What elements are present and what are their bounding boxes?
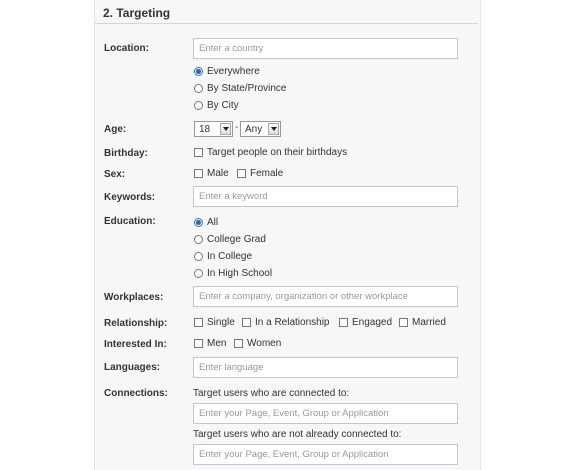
birthday-label: Birthday: [104,148,148,159]
workplaces-input[interactable] [193,286,458,307]
title-divider [95,23,478,24]
education-radio-all[interactable]: All [194,217,218,228]
age-max-select[interactable]: Any [240,121,281,137]
not-connected-to-note: Target users who are not already connected to: [193,429,402,440]
education-label: Education: [104,216,156,227]
radio-icon [194,84,203,93]
sex-checkbox-male[interactable]: Male [194,168,229,179]
checkbox-icon [194,148,203,157]
connections-label: Connections: [104,388,168,399]
sex-label: Sex: [104,169,126,180]
not-connected-to-input[interactable] [193,444,458,465]
location-radio-everywhere[interactable]: Everywhere [194,66,260,77]
relationship-checkbox-single[interactable]: Single [194,317,235,328]
location-radio-by-state[interactable]: By State/Province [194,83,286,94]
checkbox-icon [237,169,246,178]
chevron-down-icon [220,123,231,135]
checkbox-icon [242,318,251,327]
education-radio-in-high-school[interactable]: In High School [194,268,272,279]
checkbox-icon [339,318,348,327]
keywords-input[interactable] [193,186,458,207]
interested-in-checkbox-men[interactable]: Men [194,338,226,349]
interested-in-label: Interested In: [104,339,167,350]
location-radio-by-city[interactable]: By City [194,100,239,111]
radio-icon [194,269,203,278]
location-label: Location: [104,43,149,54]
checkbox-icon [399,318,408,327]
education-radio-in-college[interactable]: In College [194,251,252,262]
section-title: 2. Targeting [103,6,171,20]
location-input[interactable] [193,38,458,59]
checkbox-icon [194,339,203,348]
age-separator: - [235,122,239,133]
relationship-checkbox-in-a-relationship[interactable]: In a Relationship [242,317,330,328]
sex-checkbox-female[interactable]: Female [237,168,283,179]
workplaces-label: Workplaces: [104,292,164,303]
birthday-checkbox[interactable]: Target people on their birthdays [194,147,347,158]
radio-icon [194,252,203,261]
radio-selected-icon [194,218,203,227]
radio-icon [194,235,203,244]
checkbox-icon [194,318,203,327]
connected-to-input[interactable] [193,403,458,424]
checkbox-icon [234,339,243,348]
radio-selected-icon [194,67,203,76]
chevron-down-icon [268,123,279,135]
languages-input[interactable] [193,357,458,378]
relationship-label: Relationship: [104,318,168,329]
relationship-checkbox-engaged[interactable]: Engaged [339,317,392,328]
languages-label: Languages: [104,362,161,373]
interested-in-checkbox-women[interactable]: Women [234,338,281,349]
connected-to-note: Target users who are connected to: [193,388,350,399]
age-label: Age: [104,124,127,135]
checkbox-icon [194,169,203,178]
keywords-label: Keywords: [104,192,156,203]
targeting-panel [94,0,481,470]
relationship-checkbox-married[interactable]: Married [399,317,446,328]
education-radio-college-grad[interactable]: College Grad [194,234,266,245]
age-min-select[interactable]: 18 [194,121,233,137]
radio-icon [194,101,203,110]
